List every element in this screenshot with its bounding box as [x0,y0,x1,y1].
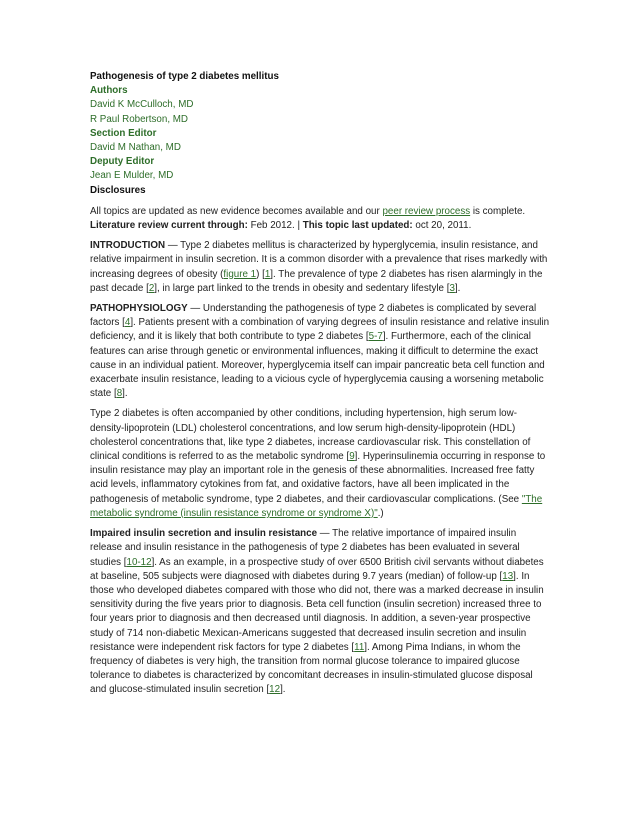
document-header [90,70,550,198]
body-text: ) [ [256,268,265,280]
disclosures-label: Disclosures [90,184,146,196]
reference-link[interactable]: 5-7 [368,331,383,343]
literature-review-date: Feb 2012. | [247,220,303,232]
impaired-secretion-paragraph [90,527,550,697]
body-text: ]. Hyperinsulinemia occurring in response to insulin resistance may play an important role in the genesis of these abnormalities. Increased free fatty acid levels, inflammatory cytokines from fat, and oxidative factors, have all been implicated in the pathogenesis of metabolic syndrome, type 2 diabetes, and their cardiovascular complications. (See [90,451,546,505]
body-text: — Understanding the pathogenesis of type 2 diabetes is complicated by several factors [ [90,303,537,329]
introduction-heading: INTRODUCTION [90,240,166,252]
body-text: ]. [122,388,128,400]
body-text: — Type 2 diabetes mellitus is characterized by hyperglycemia, insulin resistance, and relative impairment in insulin secretion. It is a common disorder with a prevalence that rises markedly with increasing degrees of obesity ( [90,240,548,280]
last-updated-date: oct 20, 2011. [412,220,472,232]
pathophysiology-paragraph [90,302,550,401]
body-text: ]. In those who developed diabetes compared with those who did not, there was a marked decrease in insulin sensitivity during the five years prior to diagnosis. Beta cell function (insulin secretion) increased three to four years prior to diagnosis and then decreased until diagnosis. In addition, a seven-year prospective study of 714 non-diabetic Mexican-Americans suggested that decreased insulin secretion and insulin resistance were independent risk factors for type 2 diabetes [ [90,570,544,653]
reference-link[interactable]: 2 [148,282,155,294]
author-name: R Paul Robertson, MD [90,113,189,125]
introduction-paragraph [90,239,550,296]
page-title: Pathogenesis of type 2 diabetes mellitus [90,71,279,82]
body-text: ]. Patients present with a combination of varying degrees of insulin resistance and relative insulin deficiency, and it is likely that both contribute to type 2 diabetes [ [90,317,550,343]
reference-link[interactable]: 9 [349,451,355,463]
body-text: ], in large part linked to the trends in obesity and sedentary lifestyle [ [154,282,450,294]
body-text: — The relative importance of impaired insulin release and insulin resistance in the pathogenesis of type 2 diabetes has been evaluated in several studies [ [90,528,520,568]
reference-link[interactable]: 10-12 [126,556,152,568]
body-text: ]. [280,684,286,696]
body-text: ]. [454,282,461,294]
section-editor-label: Section Editor [90,127,157,139]
reference-link[interactable]: 11 [354,641,365,653]
reference-link[interactable]: 12 [269,684,281,696]
body-text: .) [377,507,384,519]
body-text: ]. As an example, in a prospective study of over 6500 British civil servants without diabetes at baseline, 505 subjects were diagnosed with diabetes during 9.7 years (median) of follow-up [ [90,556,544,582]
update-text: is complete. [470,205,526,217]
literature-review-label: Literature review current through: [90,220,248,232]
metabolic-syndrome-paragraph [90,407,550,521]
pathophysiology-heading: PATHOPHYSIOLOGY [90,303,188,315]
update-text: All topics are updated as new evidence becomes available and our [90,205,383,217]
body-text: ]. Furthermore, each of the clinical features can arise through genetic or environmental influences, making it difficult to determine the exact cause in an individual patient. Moreover, hyperglycemia itself can impair pancreatic beta cell function and exacerbate insulin resistance, leading to a vicious cycle of hyperglycemia causing a worsening metabolic state [ [90,331,545,400]
reference-link[interactable]: 1 [264,268,271,280]
body-text: ]. Among Pima Indians, in whom the frequency of diabetes is very high, the transition from normal glucose tolerance to impaired glucose tolerance to diabetes is characterized by concomitant decreases in insulin-stimulated glucose disposal and glucose-stimulated insulin secretion [ [90,641,533,696]
peer-review-link[interactable]: peer review process [382,205,471,217]
author-name: David K McCulloch, MD [90,99,194,111]
update-notice [90,205,550,233]
reference-link[interactable]: 4 [124,317,131,329]
reference-link[interactable]: 8 [116,388,123,400]
document-page [90,70,550,704]
figure-link[interactable]: figure 1 [223,268,257,280]
body-text: Type 2 diabetes is often accompanied by other conditions, including hypertension, high serum low-density-lipoprotein (LDL) cholesterol concentrations, and low serum high-density-lipoprotein (HDL) cholesterol concentrations that, like type 2 diabetes, increase cardiovascular risk. This constellation of clinical conditions is referred to as the metabolic syndrome [ [90,408,531,463]
topic-link[interactable]: "The metabolic syndrome (insulin resistance syndrome or syndrome X)" [90,493,543,519]
deputy-editor-label: Deputy Editor [90,156,155,168]
deputy-editor-name: Jean E Mulder, MD [90,170,174,182]
reference-link[interactable]: 13 [502,570,514,582]
authors-label: Authors [90,85,128,97]
impaired-secretion-heading: Impaired insulin secretion and insulin resistance [90,528,318,540]
body-text: ]. The prevalence of type 2 diabetes has risen alarmingly in the past decade [ [90,268,543,294]
last-updated-label: This topic last updated: [302,220,413,232]
reference-link[interactable]: 3 [449,282,455,294]
section-editor-name: David M Nathan, MD [90,142,181,154]
